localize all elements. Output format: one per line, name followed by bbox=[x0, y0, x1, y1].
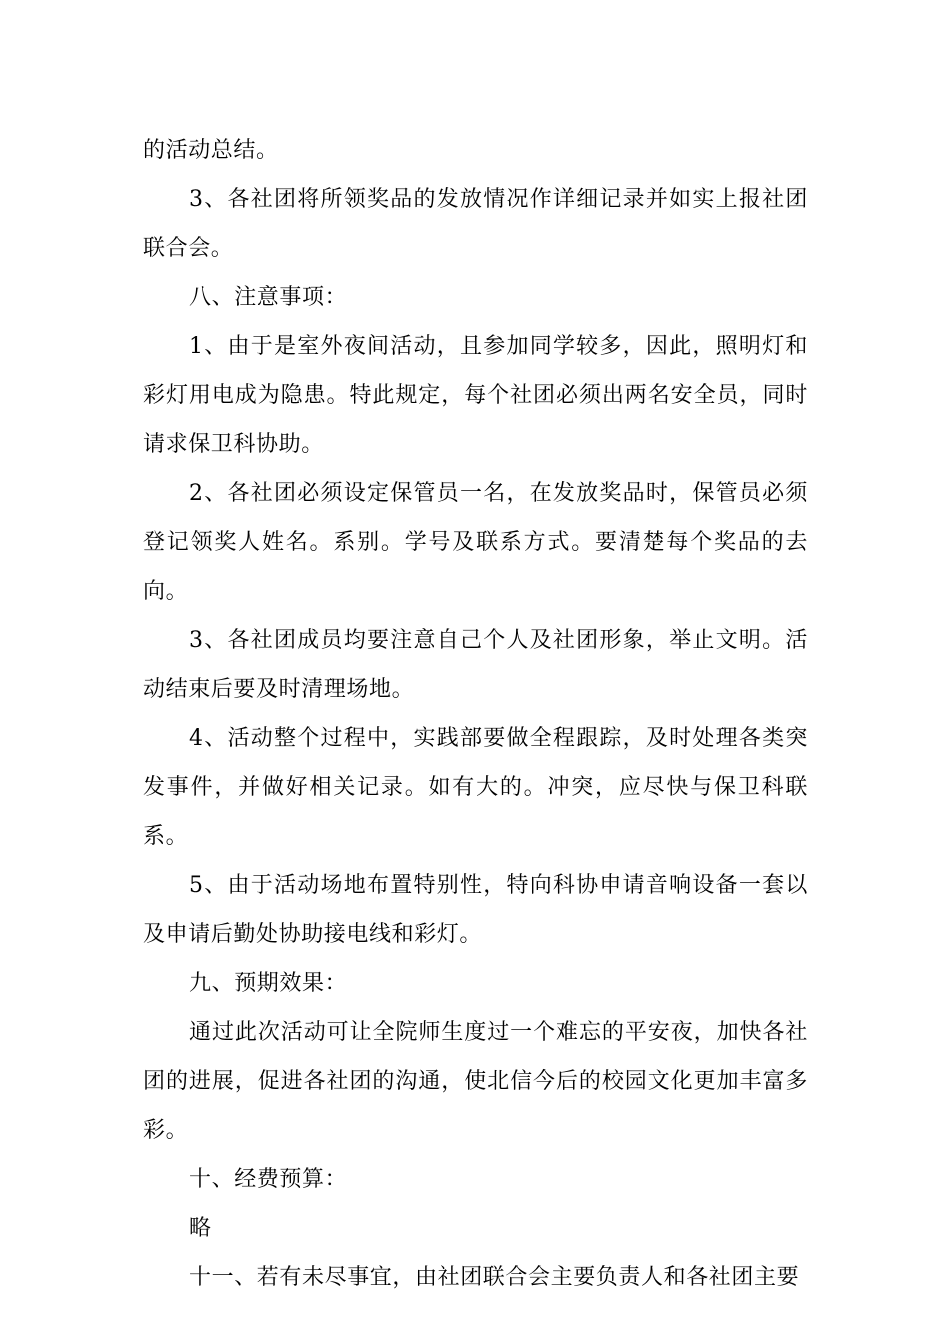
section-heading-misc: 十一、若有未尽事宜，由社团联合会主要负责人和各社团主要 bbox=[189, 1265, 800, 1290]
section-heading-notes: 八、注意事项： bbox=[189, 285, 348, 310]
paragraph-prize-record: 3、各社团将所领奖品的发放情况作详细记录并如实上报社团联合会。 bbox=[143, 187, 808, 261]
paragraph-note-4: 4、活动整个过程中，实践部要做全程跟踪，及时处理各类突发事件，并做好相关记录。如有大的。冲突，应尽快与保卫科联系。 bbox=[143, 726, 808, 849]
paragraph-note-2: 2、各社团必须设定保管员一名，在发放奖品时，保管员必须登记领奖人姓名。系别。学号及联系方式。要清楚每个奖品的去向。 bbox=[143, 481, 808, 604]
paragraph-budget: 略 bbox=[189, 1216, 212, 1241]
paragraph-note-3: 3、各社团成员均要注意自己个人及社团形象，举止文明。活动结束后要及时清理场地。 bbox=[143, 628, 808, 702]
section-heading-expected-effect: 九、预期效果： bbox=[189, 971, 348, 996]
paragraph-note-1: 1、由于是室外夜间活动，且参加同学较多，因此，照明灯和彩灯用电成为隐患。特此规定，每个社团必须出两名安全员，同时请求保卫科协助。 bbox=[143, 334, 808, 457]
paragraph-note-5: 5、由于活动场地布置特别性，特向科协申请音响设备一套以及申请后勤处协助接电线和彩灯。 bbox=[143, 873, 808, 947]
section-heading-budget: 十、经费预算： bbox=[189, 1167, 348, 1192]
paragraph-activity-summary-end: 的活动总结。 bbox=[143, 138, 279, 163]
document-body bbox=[143, 126, 808, 1302]
paragraph-expected-effect: 通过此次活动可让全院师生度过一个难忘的平安夜，加快各社团的进展，促进各社团的沟通，使北信今后的校园文化更加丰富多彩。 bbox=[143, 1020, 808, 1143]
